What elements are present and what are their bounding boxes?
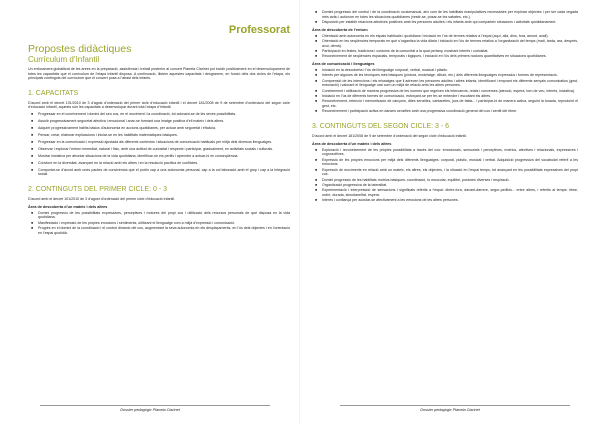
list-item: ■ Progressar en la comunicació i expressió ajustada als diferents contextos i situacions de comunicació habituals per mitjà dels diversos llenguatges. <box>38 140 290 145</box>
list-item: ■ Domini progressiu del control i de la coordinació oculomanual, així com de les habilitats manipulatives necessàries per explorar objectes i per ser cada vegada més actiu i autònom en totes les situacions quotidianes (vestir-se, posar-se les sabates, etc.). <box>322 10 578 19</box>
list-item: ■ Comportar-se d’acord amb unes pautes de convivència que el portin cap a una autonomia personal, cap a la col·laboració amb el grup i cap a la integració social. <box>38 168 290 177</box>
intro-paragraph: Un enfocament globalitzat de les àrees en la preparació, assistència i treball posterior al concert Planeta Clarinet pot incidir positivament en el desenvolupament de totes les capacitats que el currículum de l’etapa infantil disposa. A continuació, llistem aquestes capacitats i desgranem, en funció dels dos cicles de l’etapa, els principals continguts del currículum que el concert posa a l’abast dels infants. <box>28 67 290 81</box>
area-list <box>312 148 578 203</box>
list-item: ■ Adquirir progressivament hàbits bàsics d’autonomia en accions quotidianes, per actuar amb seguretat i eficàcia. <box>38 126 290 131</box>
list-item: ■ Coneixement i utilització de manera progressiva de les normes que regeixen els intercanvis, relats i converses (atenció, espera, torn de veu, interès, iniciativa). <box>322 89 578 94</box>
list-item: ■ Reconeixement, retenció i memorització de cançons, dites senzilles, cantarelles, jocs de falda... i participar-hi de manera activa, seguint la tonada, reproduint el gest, etc. <box>322 99 578 108</box>
list-item: ■ Progressar en el coneixement i domini del seu cos, en el moviment i la coordinació, tot adonant-se de les seves possibilitats. <box>38 112 290 117</box>
capacitats-list <box>28 112 290 177</box>
list-item: ■ Exploració i reconeixement de les pròpies possibilitats a través del cos: emocionals, sensorials i perceptives, motrius, afectives i relacionals, expressives i cognoscitives. <box>322 148 578 157</box>
list-item: ■ Orientació en les seqüències temporals en què s’organitza la vida diària i iniciació en l’ús de termes relatius a l’organització del temps (matí, tarda, ara, després, avui, demà). <box>322 39 578 48</box>
page-footer: Dossier pedagògic Planeta Clarinet <box>300 408 600 412</box>
list-item: ■ Comprensió de les intencions i els missatges que li adrecen les persones adultes i altres infants, identificant i emprant els diferents senyals comunicatius (gest, entonació) i valorant el llenguatge oral com un mitjà de relació amb les altres persones. <box>322 79 578 88</box>
page-title: Propostes didàctiques <box>28 43 132 55</box>
list-item: ■ Pensar, crear, elaborar explicacions i iniciar-se en les habilitats matemàtiques bàsiques. <box>38 133 290 138</box>
area-list <box>312 68 578 114</box>
area-list <box>312 34 578 59</box>
continued-list <box>312 10 578 25</box>
list-item: ■ Reconeixement de seqüències espacials, temporals i lògiques, i iniciació en l’ús dels primers nocions quantitatives en situacions quotidianes. <box>322 54 578 59</box>
section-header: Professorat <box>228 24 290 36</box>
list-item: ■ Disposició per establir relacions afectives positives amb les persones adultes i els infants amb qui comparteix situacions i activitats quotidianament. <box>322 20 578 25</box>
list-item: ■ Reconeixement i participació activa en danses senzilles amb una progressiva coordinació general del cos i sentit del ritme. <box>322 109 578 114</box>
list-item: ■ Interès per algunes de les tècniques més bàsiques (pintura, modelatge, dibuix, etc.) dels diferents llenguatges expressius i formes de representació. <box>322 73 578 78</box>
right-column <box>312 10 578 394</box>
list-item: ■ Assolir progressivament seguretat afectiva i emocional i anar-se formant una imatge positiva d’ell mateix i dels altres. <box>38 119 290 124</box>
list-item: ■ Participació en festes, tradicions i costums de la comunitat a la qual pertany, mostrant interès i curiositat. <box>322 49 578 54</box>
left-column <box>28 24 290 394</box>
list-item: ■ Mostrar iniciativa per afrontar situacions de la vida quotidiana, identificar-ne els perills i aprendre a actuar-hi en conseqüència. <box>38 154 290 159</box>
list-item: ■ Domini progressiu de les habilitats motrius bàsiques: coordinació, to muscular, equilibri, postures diverses i respiració. <box>322 178 578 183</box>
section-capacitats-title: 1. CAPACITATS <box>28 89 79 97</box>
list-item: ■ Domini progressiu de les possibilitats expressives, perceptives i motores del propi cos i utilització dels recursos personals de què disposa en la vida quotidiana. <box>38 211 290 220</box>
section-segon-cicle-title: 3. CONTINGUTS DEL SEGON CICLE: 3 - 6 <box>312 123 450 131</box>
list-item: ■ Iniciació en la descoberta i l’ús del llenguatge corporal, verbal, musical i plàstic. <box>322 68 578 73</box>
list-item: ■ Conviure en la diversitat, avançant en la relació amb els altres i en la resolució pacífica de conflictes. <box>38 161 290 166</box>
list-item: ■ Expressió de moviments en relació amb un mateix, els altres, els objectes, i la situació en l’espai temps, tot avançant en les possibilitats expressives del propi cos. <box>322 168 578 177</box>
right-page <box>300 0 600 424</box>
area-heading: Àrea de descoberta d’un mateix i dels altres <box>312 141 392 146</box>
list-item: ■ Experimentació i interpretació de sensacions i significats referits a l’espai: dintre-fora, davant-darrere, segur-perillós... entre altres, i referits al temps: ritme, ordre, durada, simultaneïtat, espera. <box>322 188 578 197</box>
list-item: ■ Observar i explorar l’entorn immediat, natural i físic, amb una actitud de curiositat i respecte i participar, gradualment, en activitats socials i culturals. <box>38 147 290 152</box>
list-item: ■ Orientació amb autonomia en els espais habituals i quotidians i iniciació en l’ús de termes relatius a l’espai (aquí, allà, dins, fora, amunt, avall). <box>322 34 578 39</box>
section-primer-cicle-text: D’acord amb el decret 101/2010 de 3 d’agost d’ordenació del primer cicle d’educació infantil. <box>28 197 176 202</box>
list-item: ■ Interès i confiança per acostar-se afectivament a les emocions de les altres persones. <box>322 198 578 203</box>
list-item: ■ Expressió de les pròpies emocions per mitjà dels diferents llenguatges: corporal, plàstic, musical i verbal. Adquisició progressiva del vocabulari referit a les emocions. <box>322 158 578 167</box>
area-list <box>28 211 290 236</box>
list-item: ■ Organització progressiva de la lateralitat. <box>322 183 578 188</box>
list-item: ■ Manifestació i expressió de les pròpies emocions i sentiments, utilitzant el llenguatge com a mitjà d’expressió i comunicació. <box>38 221 290 226</box>
list-item: ■ Progrés en el domini de la coordinació i el control dinàmic del cos, augmentant la seva autonomia en els desplaçaments, en l’ús dels objectes i en l’orientació en l’espai quotidià. <box>38 226 290 235</box>
area-heading: Àrea de comunicació i llenguatges <box>312 61 375 66</box>
section-segon-cicle-text: D’acord amb el decret 181/2008 de 9 de setembre d’ordenació del segon cicle d’educació infantil. <box>312 134 468 139</box>
page-subtitle: Currículum d’Infantil <box>28 55 100 64</box>
list-item: ■ Iniciació en l’ús de diferents formes de comunicació, esforçant-se per fer-se entendre i escoltant els altres. <box>322 94 578 99</box>
page-footer: Dossier pedagògic Planeta Clarinet <box>0 408 300 412</box>
section-capacitats-text: D’acord amb el decret 101/2010 de 3 d’agost d’ordenació del primer cicle d’educació infantil i el decret 181/2008 de 9 de setembre d’ordenació del segon cicle d’educació infantil, aquests són les capacitats a desenvolupar durant tota l’etapa d’Infantil. <box>28 100 290 110</box>
area-heading: Àrea de descoberta de l’entorn <box>312 27 368 32</box>
section-primer-cicle-title: 2. CONTINGUTS DEL PRIMER CICLE: 0 - 3 <box>28 186 167 194</box>
area-heading: Àrea de descoberta d’un mateix i dels altres <box>28 204 108 209</box>
